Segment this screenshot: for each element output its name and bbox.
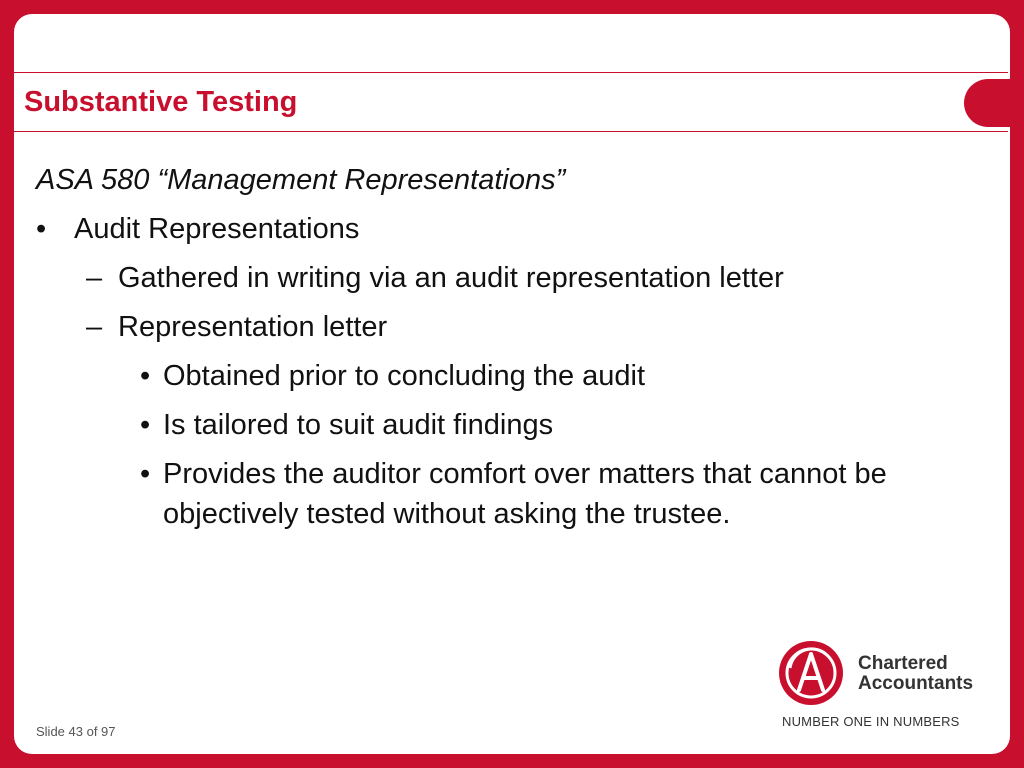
bullet-text: Provides the auditor comfort over matters that cannot be objectively tested without asking the trustee. xyxy=(163,458,887,530)
bullet-text: Obtained prior to concluding the audit xyxy=(163,360,646,392)
bullet-text: Gathered in writing via an audit representation letter xyxy=(118,262,784,294)
bullet-level1 xyxy=(36,209,986,249)
slide-content xyxy=(36,160,986,534)
bullet-text: Audit Representations xyxy=(74,213,360,245)
bullet-level3 xyxy=(36,405,986,445)
dash-marker: – xyxy=(86,311,103,343)
bullet-level3 xyxy=(36,356,986,396)
chartered-accountants-logo xyxy=(778,640,988,740)
ca-emblem-icon xyxy=(778,640,844,706)
bullet-text: Representation letter xyxy=(118,311,388,343)
logo-line1: Chartered xyxy=(858,653,948,674)
bullet-marker: • xyxy=(140,409,151,441)
slide-title: Substantive Testing xyxy=(24,86,298,118)
bullet-marker: • xyxy=(140,458,151,490)
logo-wordmark xyxy=(858,654,973,694)
bullet-marker: • xyxy=(36,213,47,245)
bullet-marker: • xyxy=(140,360,151,392)
bullet-level2 xyxy=(36,258,986,298)
logo-tagline: NUMBER ONE IN NUMBERS xyxy=(782,714,960,729)
bullet-text: Is tailored to suit audit findings xyxy=(163,409,554,441)
slide-number: Slide 43 of 97 xyxy=(36,724,116,739)
content-heading: ASA 580 “Management Representations” xyxy=(36,164,566,196)
bullet-level3 xyxy=(36,454,986,534)
logo-line2: Accountants xyxy=(858,673,974,694)
bullet-level2 xyxy=(36,307,986,347)
dash-marker: – xyxy=(86,262,103,294)
